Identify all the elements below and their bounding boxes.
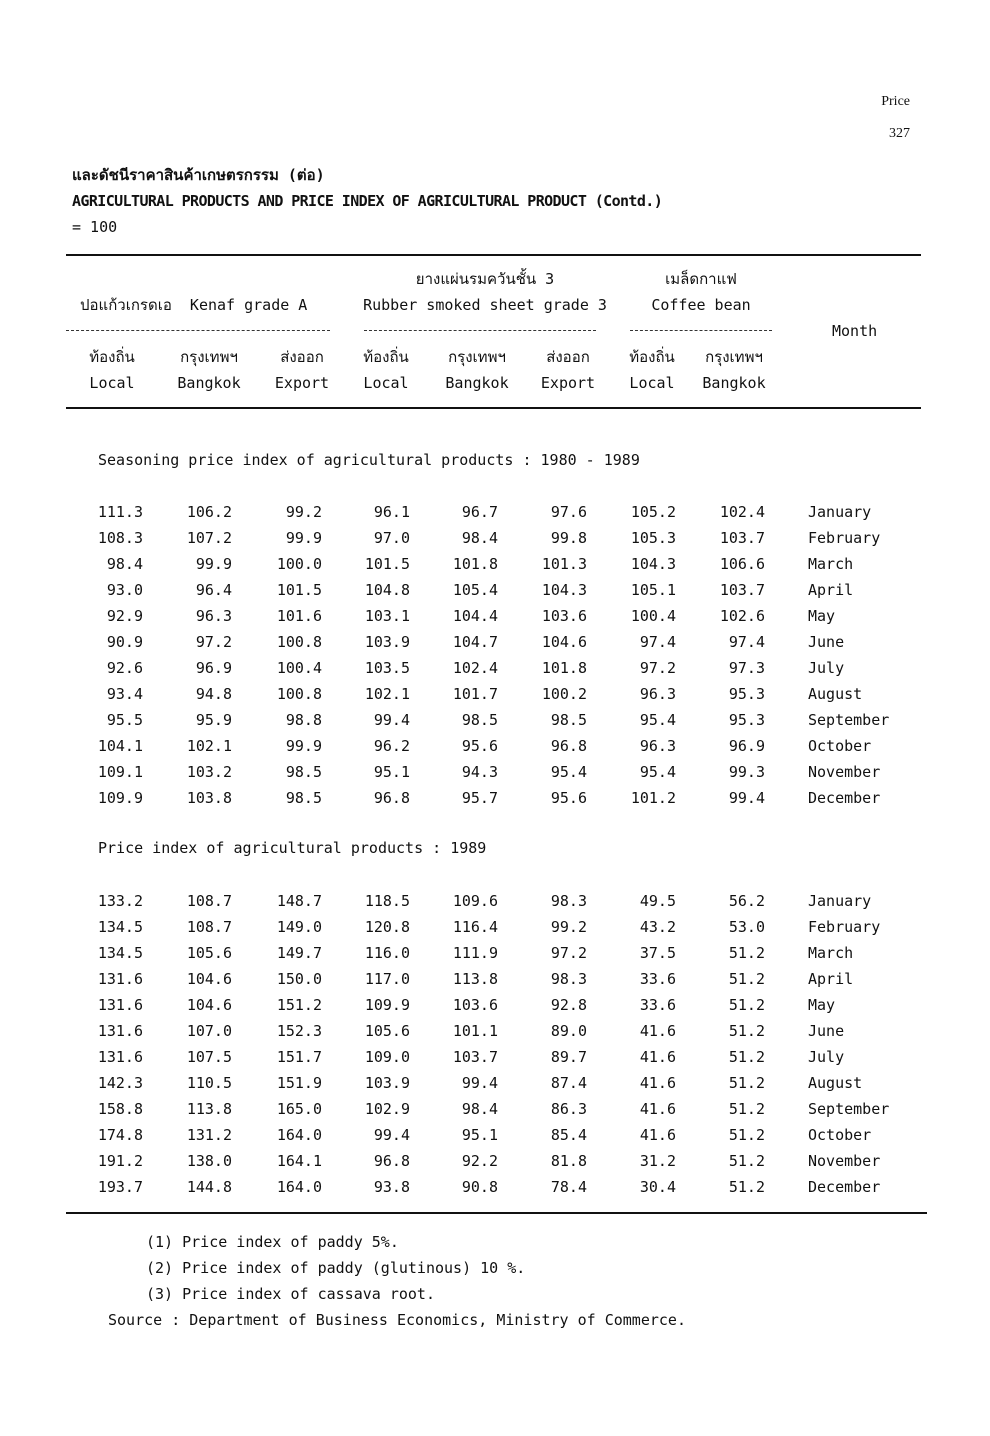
table-cell: 43.2 bbox=[639, 918, 676, 936]
footnotes bbox=[108, 1229, 686, 1333]
table-cell: 92.9 bbox=[106, 607, 143, 625]
table-cell: 151.7 bbox=[276, 1048, 322, 1066]
table-cell: 41.6 bbox=[639, 1100, 676, 1118]
column-header bbox=[690, 344, 778, 396]
group-header-coffee bbox=[630, 266, 772, 318]
title-english: AGRICULTURAL PRODUCTS AND PRICE INDEX OF AGRICULTURAL PRODUCT (Contd.) bbox=[72, 192, 663, 210]
table-cell: 97.6 bbox=[550, 503, 587, 521]
table-titles bbox=[72, 162, 662, 240]
table-cell: 33.6 bbox=[639, 970, 676, 988]
table-cell: 51.2 bbox=[728, 970, 765, 988]
table-cell: 99.9 bbox=[285, 529, 322, 547]
table-cell: 97.0 bbox=[373, 529, 410, 547]
table-cell: 131.6 bbox=[97, 1022, 143, 1040]
table-cell: 51.2 bbox=[728, 1022, 765, 1040]
table-cell: 100.4 bbox=[276, 659, 322, 677]
table-cell: 102.1 bbox=[186, 737, 232, 755]
table-cell: 104.7 bbox=[452, 633, 498, 651]
table-cell: 41.6 bbox=[639, 1126, 676, 1144]
table-cell: 31.2 bbox=[639, 1152, 676, 1170]
table-cell: 53.0 bbox=[728, 918, 765, 936]
month-label: November bbox=[808, 1152, 881, 1170]
column-header bbox=[614, 344, 690, 396]
table-row bbox=[0, 525, 990, 551]
kenaf-subrule bbox=[66, 330, 330, 332]
footnote: (3) Price index of cassava root. bbox=[146, 1285, 435, 1303]
table-row bbox=[0, 577, 990, 603]
column-header-thai: ส่งออก bbox=[280, 348, 324, 366]
table-cell: 95.6 bbox=[461, 737, 498, 755]
table-cell: 107.0 bbox=[186, 1022, 232, 1040]
table-cell: 103.7 bbox=[719, 581, 765, 599]
table-cell: 86.3 bbox=[550, 1100, 587, 1118]
table-cell: 95.7 bbox=[461, 789, 498, 807]
table-cell: 96.3 bbox=[195, 607, 232, 625]
table-cell: 117.0 bbox=[364, 970, 410, 988]
month-label: April bbox=[808, 970, 854, 988]
table-row bbox=[0, 888, 990, 914]
table-cell: 41.6 bbox=[639, 1074, 676, 1092]
month-label: August bbox=[808, 685, 863, 703]
group-kenaf-english: Kenaf grade A bbox=[189, 296, 308, 314]
table-cell: 98.5 bbox=[550, 711, 587, 729]
page-header bbox=[881, 86, 910, 150]
table-cell: 96.3 bbox=[639, 737, 676, 755]
table-row bbox=[0, 992, 990, 1018]
table-cell: 99.9 bbox=[195, 555, 232, 573]
table-cell: 96.9 bbox=[195, 659, 232, 677]
month-label: October bbox=[808, 1126, 872, 1144]
table-row bbox=[0, 1096, 990, 1122]
table-cell: 100.8 bbox=[276, 633, 322, 651]
group-rubber-english: Rubber smoked sheet grade 3 bbox=[363, 296, 607, 314]
table-cell: 95.4 bbox=[550, 763, 587, 781]
month-label: December bbox=[808, 789, 881, 807]
table-cell: 41.6 bbox=[639, 1048, 676, 1066]
table-cell: 131.2 bbox=[186, 1126, 232, 1144]
table-cell: 103.1 bbox=[364, 607, 410, 625]
table-row bbox=[0, 1070, 990, 1096]
table-cell: 51.2 bbox=[728, 1152, 765, 1170]
table-row bbox=[0, 940, 990, 966]
table-cell: 193.7 bbox=[97, 1178, 143, 1196]
column-header-thai: ท้องถิ่น bbox=[629, 348, 675, 366]
table-row bbox=[0, 603, 990, 629]
table-cell: 158.8 bbox=[97, 1100, 143, 1118]
table-cell: 97.2 bbox=[639, 659, 676, 677]
table-cell: 101.5 bbox=[364, 555, 410, 573]
column-header bbox=[526, 344, 610, 396]
table-row bbox=[0, 966, 990, 992]
table-cell: 102.4 bbox=[452, 659, 498, 677]
table-cell: 134.5 bbox=[97, 918, 143, 936]
table-cell: 96.2 bbox=[373, 737, 410, 755]
table-cell: 51.2 bbox=[728, 1074, 765, 1092]
table-cell: 97.2 bbox=[195, 633, 232, 651]
table-cell: 133.2 bbox=[97, 892, 143, 910]
table-cell: 51.2 bbox=[728, 996, 765, 1014]
column-header-english: Bangkok bbox=[177, 374, 241, 392]
table-cell: 103.7 bbox=[452, 1048, 498, 1066]
column-header-thai: ท้องถิ่น bbox=[363, 348, 409, 366]
table-cell: 97.4 bbox=[639, 633, 676, 651]
table-cell: 100.8 bbox=[276, 685, 322, 703]
month-label: March bbox=[808, 555, 854, 573]
table-cell: 104.3 bbox=[630, 555, 676, 573]
table-cell: 106.2 bbox=[186, 503, 232, 521]
table-cell: 96.3 bbox=[639, 685, 676, 703]
table-cell: 104.3 bbox=[541, 581, 587, 599]
rubber-subrule bbox=[364, 330, 596, 332]
section-title-seasonal: Seasoning price index of agricultural products : 1980 - 1989 bbox=[98, 451, 640, 469]
table-cell: 98.4 bbox=[461, 1100, 498, 1118]
table-cell: 78.4 bbox=[550, 1178, 587, 1196]
table-row bbox=[0, 914, 990, 940]
table-cell: 93.0 bbox=[106, 581, 143, 599]
table-cell: 51.2 bbox=[728, 944, 765, 962]
table-cell: 99.4 bbox=[373, 711, 410, 729]
month-label: February bbox=[808, 529, 881, 547]
table-cell: 107.5 bbox=[186, 1048, 232, 1066]
month-label: June bbox=[808, 633, 845, 651]
table-cell: 99.4 bbox=[373, 1126, 410, 1144]
table-cell: 191.2 bbox=[97, 1152, 143, 1170]
table-row bbox=[0, 629, 990, 655]
month-header: Month bbox=[832, 322, 878, 340]
table-cell: 95.3 bbox=[728, 685, 765, 703]
table-cell: 109.0 bbox=[364, 1048, 410, 1066]
table-row bbox=[0, 759, 990, 785]
column-header-english: Export bbox=[540, 374, 596, 392]
table-cell: 100.2 bbox=[541, 685, 587, 703]
table-cell: 97.4 bbox=[728, 633, 765, 651]
table-cell: 97.2 bbox=[550, 944, 587, 962]
table-cell: 103.9 bbox=[364, 633, 410, 651]
table-row bbox=[0, 1018, 990, 1044]
table-cell: 118.5 bbox=[364, 892, 410, 910]
table-cell: 101.8 bbox=[452, 555, 498, 573]
table-cell: 164.0 bbox=[276, 1178, 322, 1196]
table-cell: 108.3 bbox=[97, 529, 143, 547]
column-header-english: Bangkok bbox=[445, 374, 509, 392]
table-cell: 104.8 bbox=[364, 581, 410, 599]
table-cell: 103.6 bbox=[452, 996, 498, 1014]
table-cell: 95.4 bbox=[639, 711, 676, 729]
table-cell: 101.3 bbox=[541, 555, 587, 573]
base-year-note: = 100 bbox=[72, 218, 118, 236]
table-cell: 89.0 bbox=[550, 1022, 587, 1040]
table-cell: 138.0 bbox=[186, 1152, 232, 1170]
table-row bbox=[0, 681, 990, 707]
table-cell: 103.5 bbox=[364, 659, 410, 677]
table-cell: 174.8 bbox=[97, 1126, 143, 1144]
source-note: Source : Department of Business Economics, Ministry of Commerce. bbox=[108, 1311, 686, 1329]
table-cell: 99.8 bbox=[550, 529, 587, 547]
table-cell: 97.3 bbox=[728, 659, 765, 677]
table-cell: 102.9 bbox=[364, 1100, 410, 1118]
table-cell: 51.2 bbox=[728, 1126, 765, 1144]
table-cell: 102.1 bbox=[364, 685, 410, 703]
footnote: (2) Price index of paddy (glutinous) 10 %. bbox=[146, 1259, 526, 1277]
column-header bbox=[432, 344, 522, 396]
column-header bbox=[164, 344, 254, 396]
section-title-1989: Price index of agricultural products : 1989 bbox=[98, 839, 487, 857]
table-cell: 96.1 bbox=[373, 503, 410, 521]
table-row bbox=[0, 655, 990, 681]
table-cell: 102.6 bbox=[719, 607, 765, 625]
group-header-rubber bbox=[360, 266, 610, 318]
table-cell: 104.4 bbox=[452, 607, 498, 625]
table-cell: 103.2 bbox=[186, 763, 232, 781]
table-cell: 106.6 bbox=[719, 555, 765, 573]
table-cell: 105.2 bbox=[630, 503, 676, 521]
table-cell: 101.6 bbox=[276, 607, 322, 625]
table-cell: 99.3 bbox=[728, 763, 765, 781]
month-label: January bbox=[808, 503, 872, 521]
table-cell: 109.9 bbox=[97, 789, 143, 807]
column-header bbox=[262, 344, 342, 396]
column-header-thai: กรุงเทพฯ bbox=[448, 348, 506, 366]
month-label: March bbox=[808, 944, 854, 962]
table-cell: 116.4 bbox=[452, 918, 498, 936]
header-bottom-rule bbox=[66, 407, 921, 409]
table-cell: 95.3 bbox=[728, 711, 765, 729]
table-cell: 109.1 bbox=[97, 763, 143, 781]
table-cell: 104.6 bbox=[186, 970, 232, 988]
table-cell: 99.2 bbox=[285, 503, 322, 521]
table-cell: 95.9 bbox=[195, 711, 232, 729]
table-cell: 95.6 bbox=[550, 789, 587, 807]
table-cell: 92.2 bbox=[461, 1152, 498, 1170]
table-cell: 111.9 bbox=[452, 944, 498, 962]
table-cell: 100.0 bbox=[276, 555, 322, 573]
month-label: November bbox=[808, 763, 881, 781]
table-cell: 98.5 bbox=[285, 763, 322, 781]
table-cell: 93.8 bbox=[373, 1178, 410, 1196]
table-cell: 109.6 bbox=[452, 892, 498, 910]
table-row bbox=[0, 1148, 990, 1174]
table-cell: 150.0 bbox=[276, 970, 322, 988]
table-cell: 98.5 bbox=[461, 711, 498, 729]
table-cell: 33.6 bbox=[639, 996, 676, 1014]
table-top-rule bbox=[66, 254, 921, 256]
table-cell: 107.2 bbox=[186, 529, 232, 547]
table-cell: 95.1 bbox=[461, 1126, 498, 1144]
table-row bbox=[0, 733, 990, 759]
table-cell: 148.7 bbox=[276, 892, 322, 910]
table-row bbox=[0, 1044, 990, 1070]
table-cell: 113.8 bbox=[186, 1100, 232, 1118]
table-row bbox=[0, 499, 990, 525]
table-cell: 105.6 bbox=[364, 1022, 410, 1040]
table-cell: 103.9 bbox=[364, 1074, 410, 1092]
column-header-thai: ส่งออก bbox=[546, 348, 590, 366]
column-header-thai: กรุงเทพฯ bbox=[180, 348, 238, 366]
table-cell: 104.1 bbox=[97, 737, 143, 755]
column-header-english: Export bbox=[274, 374, 330, 392]
table-cell: 92.6 bbox=[106, 659, 143, 677]
table-cell: 111.3 bbox=[97, 503, 143, 521]
table-cell: 99.2 bbox=[550, 918, 587, 936]
table-cell: 98.4 bbox=[106, 555, 143, 573]
table-cell: 100.4 bbox=[630, 607, 676, 625]
column-header-english: Local bbox=[89, 374, 135, 392]
table-cell: 151.2 bbox=[276, 996, 322, 1014]
table-cell: 134.5 bbox=[97, 944, 143, 962]
table-cell: 98.3 bbox=[550, 892, 587, 910]
table-cell: 99.4 bbox=[461, 1074, 498, 1092]
table-cell: 104.6 bbox=[541, 633, 587, 651]
table-cell: 99.9 bbox=[285, 737, 322, 755]
table-cell: 95.1 bbox=[373, 763, 410, 781]
table-cell: 81.8 bbox=[550, 1152, 587, 1170]
table-cell: 98.4 bbox=[461, 529, 498, 547]
table-cell: 51.2 bbox=[728, 1100, 765, 1118]
column-header bbox=[70, 344, 154, 396]
column-header-english: Bangkok bbox=[702, 374, 766, 392]
table-cell: 151.9 bbox=[276, 1074, 322, 1092]
coffee-subrule bbox=[630, 330, 772, 332]
table-cell: 96.7 bbox=[461, 503, 498, 521]
table-cell: 103.7 bbox=[719, 529, 765, 547]
table-cell: 105.6 bbox=[186, 944, 232, 962]
table-cell: 149.7 bbox=[276, 944, 322, 962]
month-label: September bbox=[808, 1100, 890, 1118]
table-cell: 96.8 bbox=[373, 1152, 410, 1170]
month-label: July bbox=[808, 659, 845, 677]
page-number: 327 bbox=[889, 126, 910, 141]
table-cell: 98.5 bbox=[285, 789, 322, 807]
table-cell: 90.9 bbox=[106, 633, 143, 651]
table-cell: 95.5 bbox=[106, 711, 143, 729]
month-label: February bbox=[808, 918, 881, 936]
table-cell: 30.4 bbox=[639, 1178, 676, 1196]
table-cell: 120.8 bbox=[364, 918, 410, 936]
table-cell: 96.8 bbox=[550, 737, 587, 755]
column-header-english: Local bbox=[363, 374, 409, 392]
table-cell: 105.4 bbox=[452, 581, 498, 599]
table-cell: 144.8 bbox=[186, 1178, 232, 1196]
table-cell: 94.8 bbox=[195, 685, 232, 703]
table-cell: 92.8 bbox=[550, 996, 587, 1014]
table-cell: 56.2 bbox=[728, 892, 765, 910]
title-thai: และดัชนีราคาสินค้าเกษตรกรรม (ต่อ) bbox=[72, 166, 325, 184]
table-cell: 94.3 bbox=[461, 763, 498, 781]
table-cell: 149.0 bbox=[276, 918, 322, 936]
month-label: January bbox=[808, 892, 872, 910]
table-cell: 87.4 bbox=[550, 1074, 587, 1092]
table-cell: 101.1 bbox=[452, 1022, 498, 1040]
table-cell: 95.4 bbox=[639, 763, 676, 781]
table-cell: 98.8 bbox=[285, 711, 322, 729]
group-rubber-thai: ยางแผ่นรมควันชั้น 3 bbox=[415, 270, 555, 288]
table-cell: 51.2 bbox=[728, 1178, 765, 1196]
table-cell: 105.1 bbox=[630, 581, 676, 599]
table-cell: 101.8 bbox=[541, 659, 587, 677]
table-cell: 101.5 bbox=[276, 581, 322, 599]
table-cell: 93.4 bbox=[106, 685, 143, 703]
table-row bbox=[0, 551, 990, 577]
column-header-thai: ท้องถิ่น bbox=[89, 348, 135, 366]
table-cell: 102.4 bbox=[719, 503, 765, 521]
month-label: July bbox=[808, 1048, 845, 1066]
table-cell: 96.4 bbox=[195, 581, 232, 599]
table-cell: 164.1 bbox=[276, 1152, 322, 1170]
table-cell: 131.6 bbox=[97, 970, 143, 988]
table-cell: 110.5 bbox=[186, 1074, 232, 1092]
table-cell: 152.3 bbox=[276, 1022, 322, 1040]
table-cell: 113.8 bbox=[452, 970, 498, 988]
month-label: May bbox=[808, 607, 836, 625]
table-cell: 90.8 bbox=[461, 1178, 498, 1196]
table-cell: 103.6 bbox=[541, 607, 587, 625]
table-row bbox=[0, 707, 990, 733]
table-cell: 131.6 bbox=[97, 1048, 143, 1066]
table-cell: 49.5 bbox=[639, 892, 676, 910]
table-cell: 98.3 bbox=[550, 970, 587, 988]
table-row bbox=[0, 785, 990, 811]
table-cell: 104.6 bbox=[186, 996, 232, 1014]
group-header-kenaf bbox=[80, 292, 307, 318]
month-label: May bbox=[808, 996, 836, 1014]
month-label: June bbox=[808, 1022, 845, 1040]
table-cell: 37.5 bbox=[639, 944, 676, 962]
table-cell: 96.8 bbox=[373, 789, 410, 807]
table-cell: 85.4 bbox=[550, 1126, 587, 1144]
table-cell: 142.3 bbox=[97, 1074, 143, 1092]
table-cell: 89.7 bbox=[550, 1048, 587, 1066]
month-label: September bbox=[808, 711, 890, 729]
table-cell: 99.4 bbox=[728, 789, 765, 807]
table-cell: 108.7 bbox=[186, 918, 232, 936]
table-cell: 96.9 bbox=[728, 737, 765, 755]
running-head: Price bbox=[881, 94, 910, 109]
table-cell: 165.0 bbox=[276, 1100, 322, 1118]
month-label: April bbox=[808, 581, 854, 599]
table-cell: 101.2 bbox=[630, 789, 676, 807]
table-row bbox=[0, 1174, 990, 1200]
footnote: (1) Price index of paddy 5%. bbox=[146, 1233, 399, 1251]
table-cell: 109.9 bbox=[364, 996, 410, 1014]
table-cell: 103.8 bbox=[186, 789, 232, 807]
table-bottom-rule bbox=[66, 1212, 927, 1214]
table-cell: 164.0 bbox=[276, 1126, 322, 1144]
table-cell: 101.7 bbox=[452, 685, 498, 703]
table-cell: 105.3 bbox=[630, 529, 676, 547]
table-cell: 41.6 bbox=[639, 1022, 676, 1040]
month-label: October bbox=[808, 737, 872, 755]
table-cell: 131.6 bbox=[97, 996, 143, 1014]
group-coffee-thai: เมล็ดกาแฟ bbox=[665, 270, 737, 288]
table-row bbox=[0, 1122, 990, 1148]
group-kenaf-thai: ปอแก้วเกรดเอ bbox=[80, 296, 172, 314]
group-coffee-english: Coffee bean bbox=[651, 296, 751, 314]
column-header-thai: กรุงเทพฯ bbox=[705, 348, 763, 366]
column-header bbox=[346, 344, 426, 396]
table-cell: 51.2 bbox=[728, 1048, 765, 1066]
month-label: August bbox=[808, 1074, 863, 1092]
column-header-english: Local bbox=[629, 374, 675, 392]
table-cell: 116.0 bbox=[364, 944, 410, 962]
table-cell: 108.7 bbox=[186, 892, 232, 910]
month-label: December bbox=[808, 1178, 881, 1196]
